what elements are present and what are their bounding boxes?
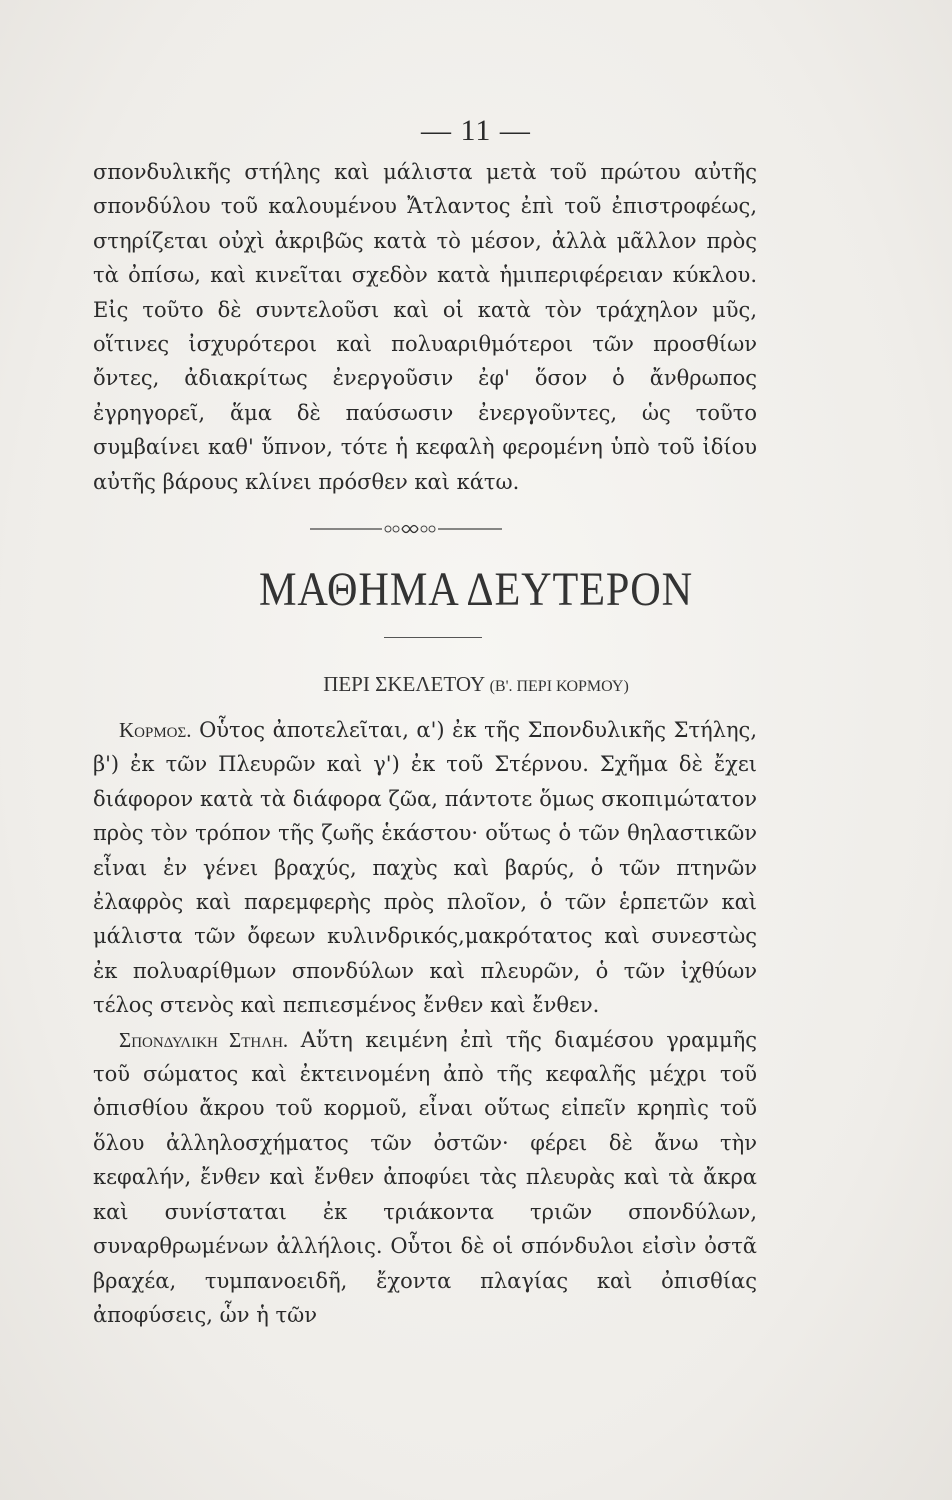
paragraph-continuation: σπονδυλικῆς στήλης καὶ μάλιστα μετὰ τοῦ πρώτου αὐτῆς σπονδύλου τοῦ καλουμένου Ἄτλαντος ἐπὶ τοῦ ἐπιστροφέως, στηρίζεται οὐχὶ ἀκριβῶς κατὰ τὸ μέσον, ἀλλὰ μᾶλλον πρὸς τὰ ὀπίσω, καὶ κινεῖται σχεδὸν κατὰ ἡμιπεριφέρειαν κύκλου. Εἰς τοῦτο δὲ συντελοῦσι καὶ οἱ κατὰ τὸν τράχηλον μῦς, οἵτινες ἰσχυρότεροι καὶ πολυαριθμότεροι τῶν προσθίων ὄντες, ἀδιακρίτως ἐνεργοῦσιν ἐφ' ὅσον ὁ ἄνθρωπος ἐγρηγορεῖ, ἅμα δὲ παύσωσιν ἐνεργοῦντες, ὡς τοῦτο συμβαίνει καθ' ὕπνον, τότε ἡ κεφαλὴ φερομένη ὑπὸ τοῦ ἰδίου αὐτῆς βάρους κλίνει πρόσθεν καὶ κάτω. <box>93 160 757 494</box>
lesson-title: ΜΑΘΗΜΑ ΔΕΥΤΕΡΟΝ <box>258 563 694 616</box>
body-text-main <box>93 713 757 1332</box>
title-rule <box>384 637 482 638</box>
spine-text: Αὕτη κειμένη ἐπὶ τῆς διαμέσου γραμμῆς τοῦ σώματος καὶ ἐκτεινομένη ἀπὸ τῆς κεφαλῆς μέχρι τοῦ ὀπισθίου ἄκρου τοῦ κορμοῦ, εἶναι οὕτως εἰπεῖν κρηπὶς τοῦ ὅλου ἀλληλοσχήματος τῶν ὀστῶν· φέρει δὲ ἄνω τὴν κεφαλήν, ἔνθεν καὶ ἔνθεν ἀποφύει τὰς πλευρὰς καὶ τὰ ἄκρα καὶ συνίσταται ἐκ τριάκοντα τριῶν σπονδύλων, συναρθρωμένων ἀλλήλοις. Οὗτοι δὲ οἱ σπόνδυλοι εἰσὶν ὀστᾶ βραχέα, τυμπανοειδῆ, ἔχοντα πλαγίας καὶ ὀπισθίας ἀποφύσεις, ὧν ἡ τῶν <box>93 1027 757 1327</box>
section-title: ΠΕΡΙ ΣΚΕΛΕΤΟΥ <box>323 672 485 696</box>
section-heading <box>0 672 952 697</box>
kormos-heading: Κορμος. <box>119 718 192 742</box>
page-number: — 11 — <box>421 114 531 147</box>
paragraph-kormos <box>93 713 757 1023</box>
body-text-top <box>93 155 757 499</box>
spine-heading: Σπονδυλικη Στηλη. <box>119 1027 289 1052</box>
ornament-divider <box>310 519 502 539</box>
kormos-text: Οὗτος ἀποτελεῖται, α') ἐκ τῆς Σπονδυλικῆς Στήλης, β') ἐκ τῶν Πλευρῶν καὶ γ') ἐκ τοῦ Στέρνου. Σχῆμα δὲ ἔχει διάφορον κατὰ τὰ διάφορα ζῶα, πάντοτε ὅμως σκοπιμώτατον πρὸς τὸν τρόπον τῆς ζωῆς ἑκάστου· οὕτως ὁ τῶν θηλαστικῶν εἶναι ἐν γένει βραχύς, παχὺς καὶ βαρύς, ὁ τῶν πτηνῶν ἐλαφρὸς καὶ παρεμφερὴς πρὸς πλοῖον, ὁ τῶν ἑρπετῶν καὶ μάλιστα τῶν ὄφεων κυλινδρικός,μακρότατος καὶ συνεστὼς ἐκ πολυαρίθμων σπονδύλων καὶ πλευρῶν, ὁ τῶν ἰχθύων τέλος στενὸς καὶ πεπιεσμένος ἔνθεν καὶ ἔνθεν. <box>93 718 757 1018</box>
section-subtitle: (Β'. ΠΕΡΙ ΚΟΡΜΟΥ) <box>489 678 629 695</box>
paragraph-spine <box>93 1023 757 1333</box>
